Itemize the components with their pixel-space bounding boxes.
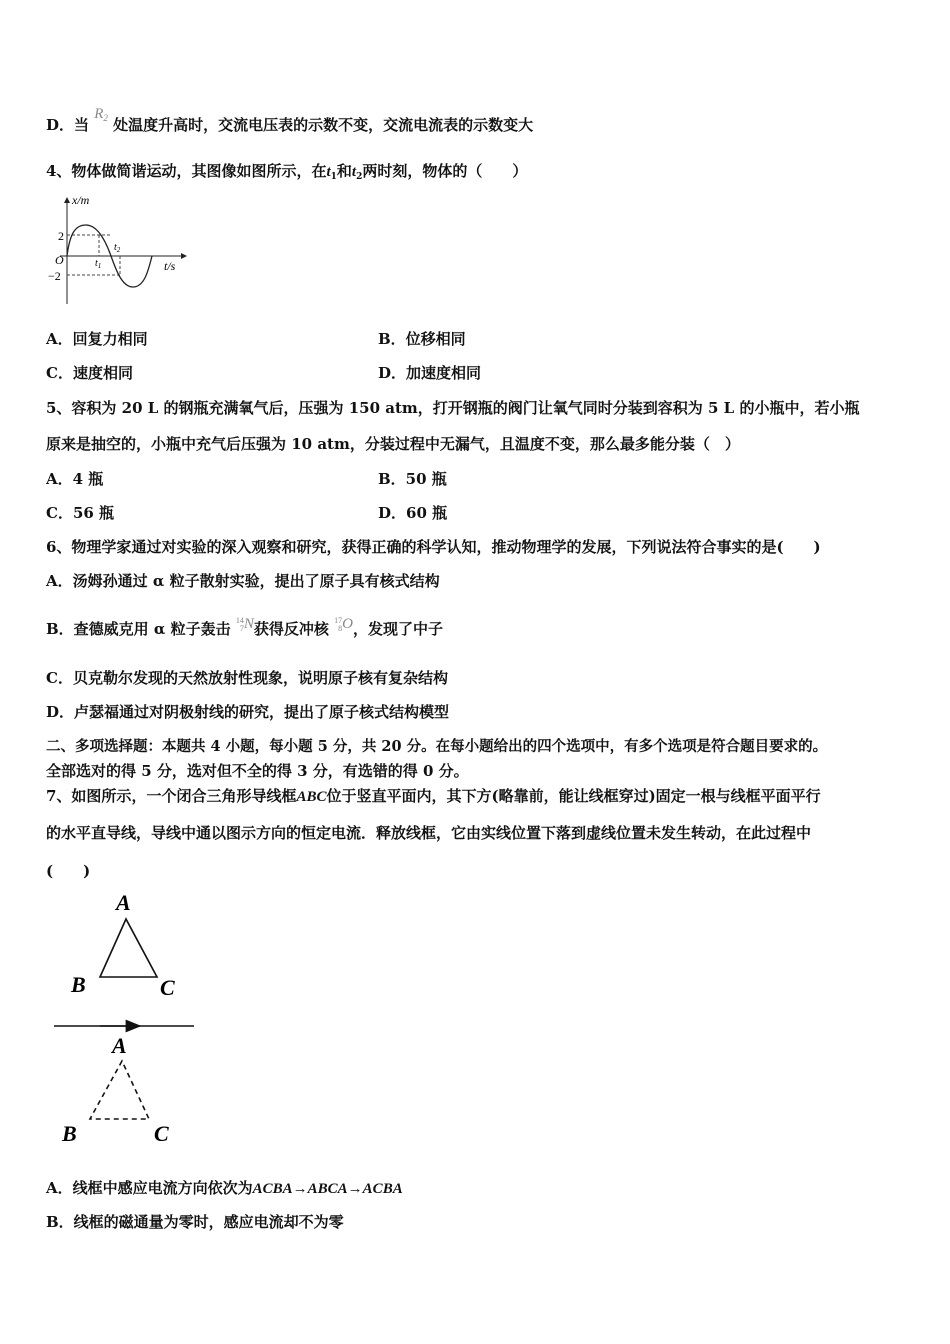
tick-pos: 2 <box>58 229 64 243</box>
q5-stem-line2: 原来是抽空的，小瓶中充气后压强为 10 atm，分装过程中无漏气，且温度不变，那么最多能分装（ ） <box>46 435 740 453</box>
q5-option-d: D．60 瓶 <box>378 504 448 522</box>
label-c-bottom: C <box>154 1121 169 1146</box>
label-b-bottom: B <box>62 1121 77 1146</box>
q4-shm-graph <box>46 192 196 310</box>
r2-symbol: $R_2$ <box>94 106 108 123</box>
label-a-top: A <box>116 890 131 915</box>
q3-option-d: D．当 $R_2$ 处温度升高时，交流电压表的示数不变，交流电流表的示数变大 <box>46 106 534 134</box>
q6-option-b: B．查德威克用 α 粒子轰击 14 7N获得反冲核 17 8O，发现了中子 <box>46 615 444 638</box>
q6-option-c: C．贝克勒尔发现的天然放射性现象，说明原子核有复杂结构 <box>46 669 448 687</box>
label-c-top: C <box>160 975 175 1000</box>
q7-stem-line2: 的水平直导线，导线中通以图示方向的恒定电流．释放线框，它由实线位置下落到虚线位置未发生转动，在此过程中 <box>46 824 812 842</box>
q4-option-d: D．加速度相同 <box>378 364 482 382</box>
q4-stem: 4、物体做简谐运动，其图像如图所示，在$t_1$和$t_2$两时刻，物体的（ ） <box>46 162 528 182</box>
q7-option-b: B．线框的磁通量为零时，感应电流却不为零 <box>46 1213 344 1231</box>
q6-option-d: D．卢瑟福通过对阴极射线的研究，提出了原子核式结构模型 <box>46 703 450 721</box>
q7-option-a: A．线框中感应电流方向依次为ACBA→ABCA→ACBA <box>46 1179 403 1197</box>
q6-option-a: A．汤姆孙通过 α 粒子散射实验，提出了原子具有核式结构 <box>46 572 440 590</box>
section2-heading-line2: 全部选对的得 5 分，选对但不全的得 3 分，有选错的得 0 分。 <box>46 762 469 780</box>
q4-option-c: C．速度相同 <box>46 364 133 382</box>
q4-option-a: A．回复力相同 <box>46 330 148 348</box>
q5-option-a: A．4 瓶 <box>46 470 104 488</box>
q7-stem-line3: ( ) <box>46 862 91 880</box>
tick-neg: −2 <box>48 269 61 283</box>
q6-stem: 6、物理学家通过对实验的深入观察和研究，获得正确的科学认知，推动物理学的发展，下列说法符合事实的是( ) <box>46 538 821 556</box>
triangle-dashed <box>90 1061 149 1119</box>
oxygen-17-symbol: 17 8O <box>334 615 354 633</box>
q5-option-b: B．50 瓶 <box>378 470 447 488</box>
t1-label: $t_1$ <box>95 258 102 270</box>
q5-stem-line1: 5、容积为 20 L 的钢瓶充满氧气后，压强为 150 atm，打开钢瓶的阀门让氧气同时分装到容积为 5 L 的小瓶中，若小瓶 <box>46 399 860 417</box>
section2-heading-line1: 二、多项选择题：本题共 4 小题，每小题 5 分，共 20 分。在每小题给出的四个选项中，有多个选项是符合题目要求的。 <box>46 738 828 755</box>
label-b-top: B <box>71 972 86 997</box>
q7-triangle-figure <box>50 885 200 1150</box>
triangle-solid <box>100 919 157 977</box>
x-axis-label: t/s <box>164 259 176 273</box>
y-axis-label: x/m <box>72 193 90 207</box>
label-a-bottom: A <box>112 1033 127 1058</box>
q4-option-b: B．位移相同 <box>378 330 466 348</box>
origin-label: O <box>55 253 64 267</box>
t2-label: $t_2$ <box>114 242 121 254</box>
q5-option-c: C．56 瓶 <box>46 504 115 522</box>
q7-stem-line1: 7、如图所示，一个闭合三角形导线框ABC位于竖直平面内，其下方(略靠前，能让线框穿过)固定一根与线框平面平行 <box>46 787 821 805</box>
nitrogen-14-symbol: 14 7N <box>235 615 254 633</box>
